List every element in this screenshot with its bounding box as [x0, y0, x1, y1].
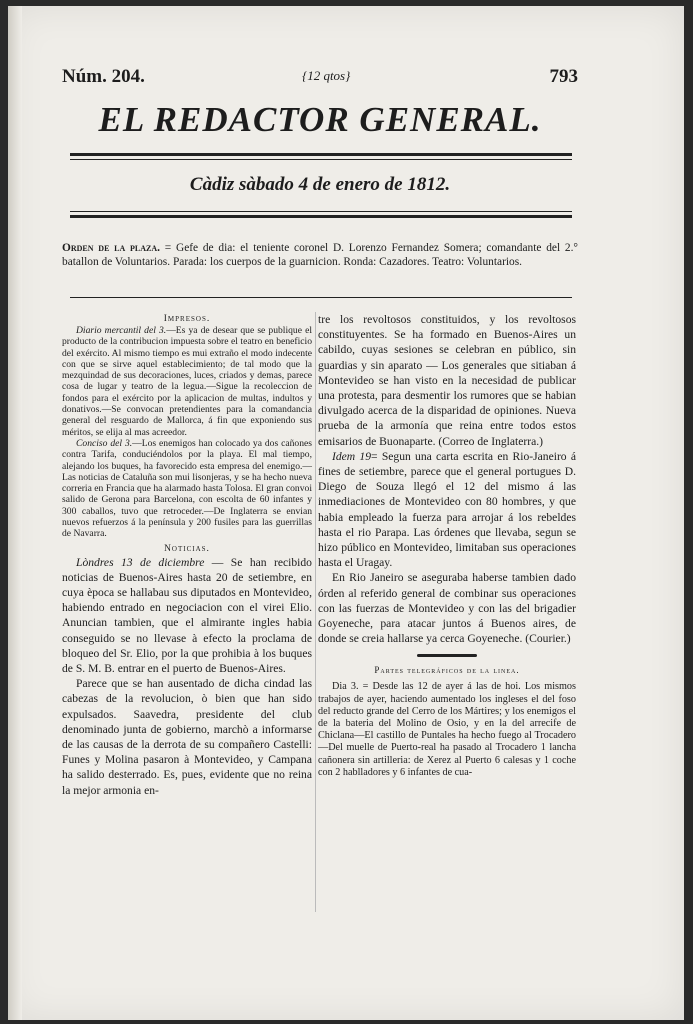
diario-lead: Diario mercantil del 3. [76, 325, 167, 336]
buenos-aires-paragraph: Parece que se han ausentado de dicha cindad las cabezas de la revolucion, ò bien que han sido expulsados. Saavedra, presidente del club denominado junta de gobierno, marchò a informarse de las causas de la derrota de su compañero Castelli: Funes y Molina pasaron à Montevideo, y Campana ha salido desterrado. Es, pues, evidente que no reina la mejor armonia en- [62, 677, 312, 797]
masthead-row [62, 66, 578, 96]
londres-paragraph [62, 555, 312, 677]
diario-mercantil-paragraph [62, 325, 312, 438]
partes-heading: Partes telegráficos de la linea. [374, 665, 520, 676]
title-rule-thin [70, 159, 572, 160]
noticias-heading: Noticias. [164, 543, 210, 554]
page-edge-shadow [8, 6, 22, 1020]
title-rule-thick [70, 153, 572, 156]
date-rule-thin [70, 211, 572, 212]
idem-paragraph [318, 449, 576, 571]
left-column [62, 312, 312, 798]
idem-lead: Idem 19 [332, 449, 372, 463]
page-number: 793 [549, 66, 578, 87]
issue-number: Núm. 204. [62, 66, 145, 87]
section-rule [70, 297, 572, 298]
newspaper-page [8, 6, 684, 1020]
revoltosos-paragraph: tre los revoltosos constituidos, y los revoltosos constituyentes. Se ha formado en Buenos-Aires un cabildo, cuyas sesiones se celebran en público, sin guardias y sin aparato — Los generales que sitiaban á Montevideo se han visto en la necesidad de publicar una protesta, para desmentir los rumores que se habian divulgado acerca de la disparidad de opiniones. Nueva prueba de la armonía que reina entre todos estos emisarios de Buonaparte. (Correo de Inglaterra.) [318, 313, 576, 448]
conciso-lead: Conciso del 3. [76, 437, 133, 449]
londres-lead: Lòndres 13 de diciembre [76, 555, 205, 569]
column-divider [315, 312, 316, 912]
issue-price: {12 qtos} [302, 68, 351, 83]
conciso-text: —Los enemigos han colocado ya dos cañones contra Tarifa, conduciéndolos por la playa. El mal tiempo, alejando los buques, ha favorecido esta empresa del enemigo.—Las noticias de Cataluña son mui lisonjeras, y se ha hecho nueva correria en Francia que ha alarmado hasta Tolosa. El gran convoi salido de Gerona para Barcelona, con escolta de 60 infantes y 300 caballos, tuvo que retroceder.—De Inglaterra se envian nuevos refuerzos á la península y 200 fusiles para las guerrillas de Navarra. [62, 437, 312, 540]
right-column [318, 312, 576, 779]
conciso-paragraph [62, 438, 312, 540]
orden-de-la-plaza [62, 242, 578, 269]
londres-text: — Se han recibido noticias de Buenos-Aires hasta 20 de setiembre, en cuya època se hallabau sus diputados en Montevideo, habiendo entrado en negociacion con el virei Elio. Anuncian tambien, que el almirante ingles habia conseguido se no llevase à efecto la proclama de bloqueo del Sr. Elio, por la que prohibia à los buques de S. M. B. entrar en el puerto de Buenos-Aires. [62, 555, 312, 676]
orden-label: Orden de la plaza. [62, 242, 161, 254]
rio-janeiro-paragraph: En Rio Janeiro se aseguraba haberse tambien dado órden al referido general de combinar sus operaciones con las fuerzas de Montevideo y con las del brigadier Goyeneche, para atacar juntos á Buenos aires, de donde se creia hallarse ya cerca Goyeneche. (Courier.) [318, 571, 576, 646]
date-rule-thick [70, 215, 572, 218]
orden-text: = Gefe de dia: el teniente coronel D. Lorenzo Fernandez Somera; comandante del 2.° batallon de Voluntarios. Parada: los cuerpos de la guarnicion. Ronda: Cazadores. Teatro: Voluntarios. [62, 242, 578, 268]
idem-text: = Segun una carta escrita en Rio-Janeiro á fines de setiembre, parece que el general portugues D. Diego de Souza llegó el 12 del mismo á las inmediaciones de Montevideo con 80 hombres, y que habia empleado la fuerza para arrojar á los rebeldes hasta el rio Parapa. Las órdenes que llevaba, segun se hizo público en Montevideo, limitaban sus operaciones hasta el Uragay. [318, 449, 576, 570]
newspaper-title: EL REDACTOR GENERAL. [98, 100, 542, 139]
ornament-rule [417, 654, 477, 657]
diario-text: —Es ya de desear que se publique el producto de la contribucion impuesta sobre el teatro en beneficio del exército. Al mismo tiempo es mui extraño el modo indecente con que se sirve aquel establecimiento; de tal modo que la mezquindad de sus decoraciones, luces, criados y demas, parece cosa de lugar y teatro de la legua.—Sigue la recoleccion de fondos para el exército por la aplicacion de multas, indultos y donativos.—Se convocan pretendientes para la comandancia general del resguardo de Mallorca, á fin que exponiendo sus méritos, se elija al mas acreedor. [62, 325, 312, 438]
partes-paragraph: Dia 3. = Desde las 12 de ayer á las de hoi. Los mismos trabajos de ayer, haciendo aumentado los ingleses el del foso del reducto grande del Cerro de los Mártires; y los enemigos el de la bateria del Molino de Osio, y en la del arrecife de Chiclana—El castillo de Puntales ha hecho fuego al Trocadero—Del muelle de Puerto-real ha pasado al Trocadero 1 lancha cañonera sin artilleria: de Xerez al Puerto 6 calesas y 1 coche con 2 hablladores y 6 infantes de cua- [318, 681, 576, 778]
impresos-heading: Impresos. [163, 314, 211, 324]
dateline: Càdiz sàbado 4 de enero de 1812. [189, 174, 451, 195]
